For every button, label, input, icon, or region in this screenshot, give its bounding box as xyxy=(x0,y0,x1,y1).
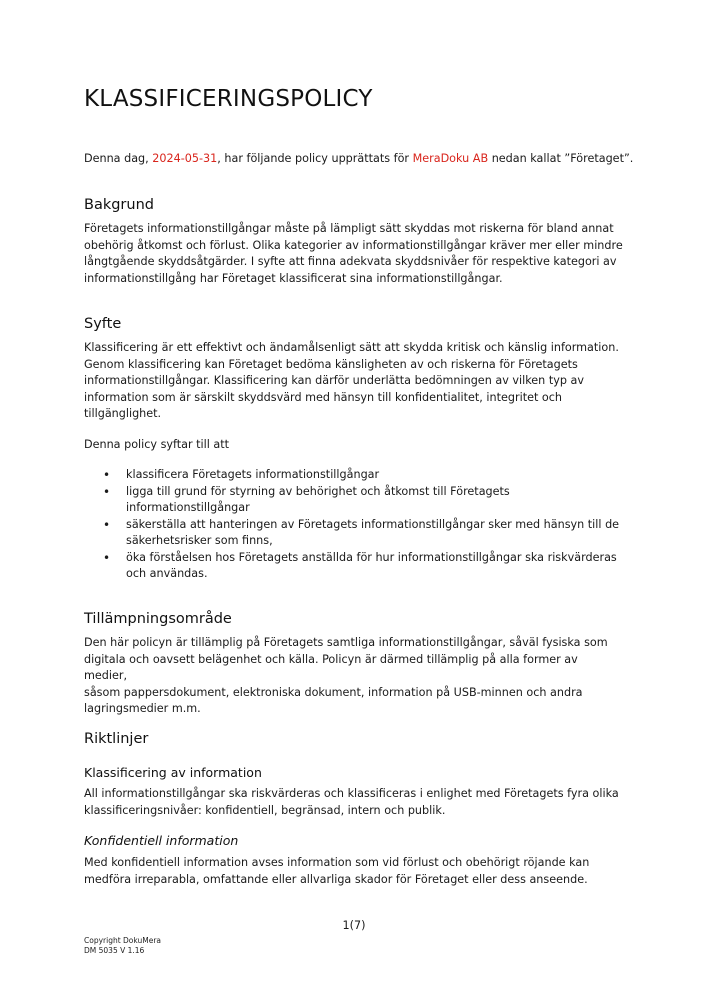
list-item-text: informationstillgångar xyxy=(126,501,250,514)
footer-copyright: Copyright DokuMera xyxy=(84,936,162,945)
intro-text: nedan kallat ”Företaget”. xyxy=(488,152,634,165)
page-footer xyxy=(84,936,161,956)
section-body-klassificering xyxy=(84,786,624,819)
intro-paragraph xyxy=(84,151,633,168)
body-line: Klassificering är ett effektivt och ändamålsenligt sätt att skydda kritisk och känslig information. xyxy=(84,341,619,354)
body-line: Genom klassificering kan Företaget bedöma känsligheten av och riskerna för Företagets xyxy=(84,357,578,371)
list-item xyxy=(84,484,624,517)
section-heading-riktlinjer: Riktlinjer xyxy=(84,731,149,747)
body-line: obehörig åtkomst och förlust. Olika kategorier av informationstillgångar kräver mer eller mindre xyxy=(84,238,623,252)
syfte-lead: Denna policy syftar till att xyxy=(84,438,230,451)
list-item-text: säkerhetsrisker som finns, xyxy=(126,534,273,547)
list-item-text: klassificera Företagets informationstillgångar xyxy=(126,468,380,481)
intro-text: , har följande policy upprättats för xyxy=(217,152,413,165)
body-line: Företagets informationstillgångar måste på lämpligt sätt skyddas mot riskerna för bland annat xyxy=(84,222,614,235)
body-line: All informationstillgångar ska riskvärderas och klassificeras i enlighet med Företagets fyra olika xyxy=(84,787,619,800)
body-line: lagringsmedier m.m. xyxy=(84,702,201,715)
page-number: 1(7) xyxy=(342,919,366,932)
policy-date: 2024-05-31 xyxy=(152,152,218,165)
body-line: såsom pappersdokument, elektroniska dokument, information på USB-minnen och andra xyxy=(84,685,583,699)
page-title: KLASSIFICERINGSPOLICY xyxy=(84,86,373,112)
company-name: MeraDoku AB xyxy=(412,152,489,165)
section-heading-syfte: Syfte xyxy=(84,316,122,332)
body-line: medföra irreparabla, omfattande eller allvarliga skador för Företaget eller dess anseende. xyxy=(84,872,588,886)
section-heading-tillampning: Tillämpningsområde xyxy=(84,611,232,627)
section-body-konfidentiell xyxy=(84,855,624,888)
intro-text: Denna dag, xyxy=(84,152,153,165)
section-heading-bakgrund: Bakgrund xyxy=(84,197,154,213)
list-item-text: ligga till grund för styrning av behörighet och åtkomst till Företagets xyxy=(126,484,510,498)
body-line: Den här policyn är tillämplig på Företagets samtliga informationstillgångar, såväl fysiska som xyxy=(84,636,608,649)
section-body-syfte xyxy=(84,340,624,423)
syfte-bullet-list xyxy=(84,467,624,583)
list-item xyxy=(84,550,624,583)
list-item-text: och användas. xyxy=(126,567,208,580)
body-line: klassificeringsnivåer: konfidentiell, begränsad, intern och publik. xyxy=(84,803,446,817)
body-line: informationstillgångar. Klassificering kan därför underlätta bedömningen av vilken typ av xyxy=(84,374,584,387)
footer-doc-id: DM 5035 V 1.16 xyxy=(84,946,145,955)
sub-heading-klassificering: Klassificering av information xyxy=(84,765,262,780)
list-item xyxy=(84,517,624,550)
list-item-text: säkerställa att hanteringen av Företagets informationstillgångar sker med hänsyn till de xyxy=(126,517,620,531)
list-item-text: öka förståelsen hos Företagets anställda för hur informationstillgångar ska riskvärderas xyxy=(126,550,617,564)
body-line: långtgående skyddsåtgärder. I syfte att finna adekvata skyddsnivåer för respektive kategori av xyxy=(84,255,617,268)
section-body-bakgrund xyxy=(84,221,624,287)
body-line: Med konfidentiell information avses information som vid förlust och obehörigt röjande kan xyxy=(84,856,590,869)
body-line: informationstillgång har Företaget klassificerat sina informationstillgångar. xyxy=(84,271,503,285)
list-item xyxy=(84,467,624,484)
body-line: tillgänglighet. xyxy=(84,407,162,420)
sub-heading-konfidentiell: Konfidentiell information xyxy=(84,833,239,848)
body-line: digitala och oavsett belägenhet och källa. Policyn är därmed tillämplig på alla former av medier, xyxy=(84,652,578,682)
body-line: information som är särskilt skyddsvärd med hänsyn till konfidentialitet, integritet och xyxy=(84,390,562,404)
section-body-tillampning xyxy=(84,635,624,718)
